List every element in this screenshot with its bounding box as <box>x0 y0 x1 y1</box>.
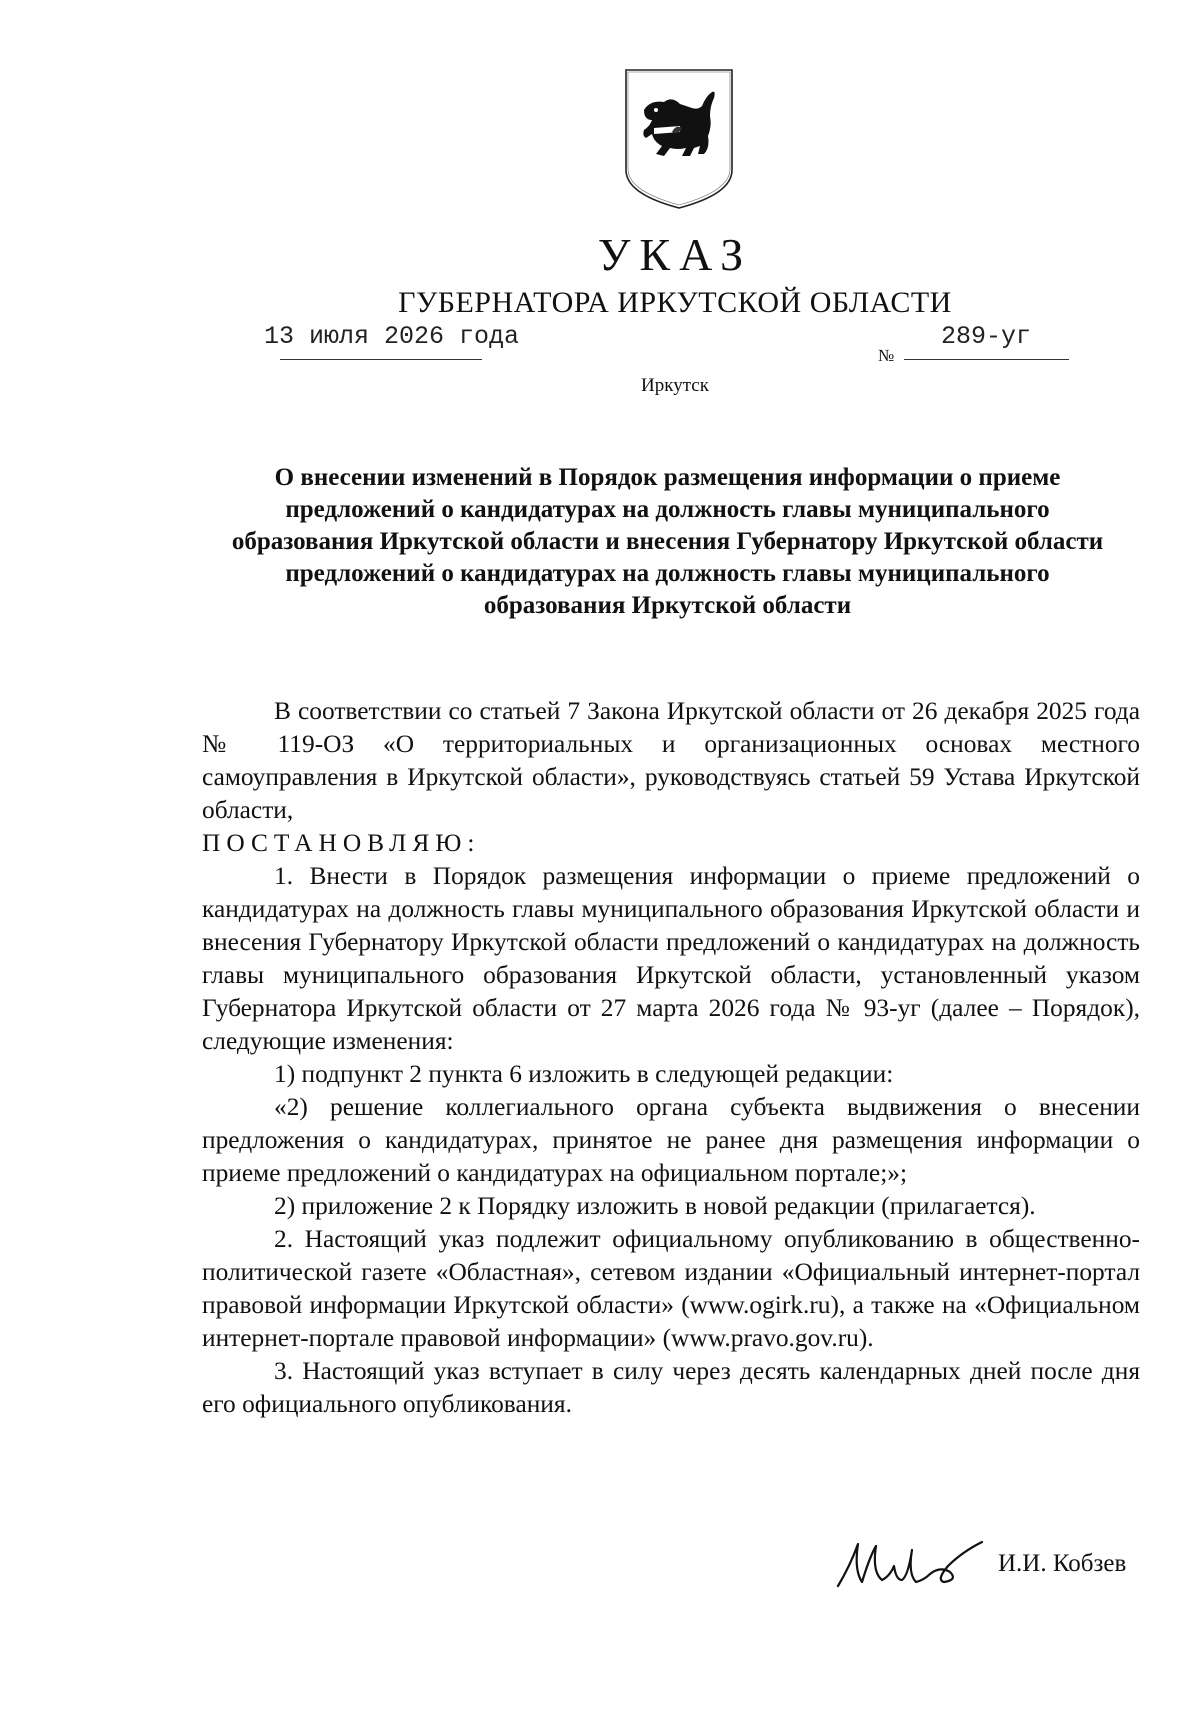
paragraph-item-3: 3. Настоящий указ вступает в силу через десять календарных дней после дня его официального опубликования. <box>202 1357 1140 1418</box>
paragraph-item-2: 2. Настоящий указ подлежит официальному опубликованию в общественно-политической газете «Областная», сетевом издании «Официальный интернет-портал правовой информации Иркутской области» (www.ogirk.ru), а также на «Официальном интернет-портале правовой информации» (www.pravo.gov.ru). <box>202 1225 1140 1352</box>
date-underline <box>280 359 482 360</box>
paragraph-subitem-2: 2) приложение 2 к Порядку изложить в новой редакции (прилагается). <box>274 1192 1036 1220</box>
number-underline <box>904 359 1069 360</box>
city: Иркутск <box>641 375 709 396</box>
number-sign: № <box>878 346 895 365</box>
document-title: УКАЗ <box>597 229 753 280</box>
document-body <box>202 695 1140 1421</box>
paragraph-subitem-1: 1) подпункт 2 пункта 6 изложить в следующей редакции: <box>274 1060 894 1088</box>
coat-of-arms-icon <box>620 66 738 212</box>
document-title-wrap <box>0 228 1200 281</box>
paragraph-item-1: 1. Внести в Порядок размещения информации о приеме предложений о кандидатурах на должность главы муниципального образования Иркутской области и внесения Губернатору Иркутской области предложений о кандидатурах на должность главы муниципального образования Иркутской области, установленный указом Губернатора Иркутской области от 27 марта 2026 года № 93-уг (далее – Порядок), следующие изменения: <box>202 862 1140 1055</box>
paragraph-quote: «2) решение коллегиального органа субъекта выдвижения о внесении предложения о кандидатурах, принятое не ранее дня размещения информации о приеме предложений о кандидатурах на официальном портале;»; <box>202 1093 1140 1187</box>
signer-name: И.И. Кобзев <box>998 1550 1127 1577</box>
document-date: 13 июля 2026 года <box>264 322 520 351</box>
document-heading: О внесении изменений в Порядок размещения информации о приеме предложений о кандидатурах на должность главы муниципального образования Иркутской области и внесения Губернатору Иркутской области предложений о кандидатурах на должность главы муниципального образования Иркутской области <box>231 464 1104 619</box>
signature-icon <box>832 1536 992 1590</box>
decree-word: ПОСТАНОВЛЯЮ: <box>202 829 481 857</box>
preamble-paragraph: В соответствии со статьей 7 Закона Иркутской области от 26 декабря 2025 года № 119-ОЗ «О территориальных и организационных основах местного самоуправления в Иркутской области», руководствуясь статьей 59 Устава Иркутской области, <box>202 697 1140 824</box>
issuer: ГУБЕРНАТОРА ИРКУТСКОЙ ОБЛАСТИ <box>398 286 952 319</box>
document-number: 289-уг <box>941 322 1032 351</box>
